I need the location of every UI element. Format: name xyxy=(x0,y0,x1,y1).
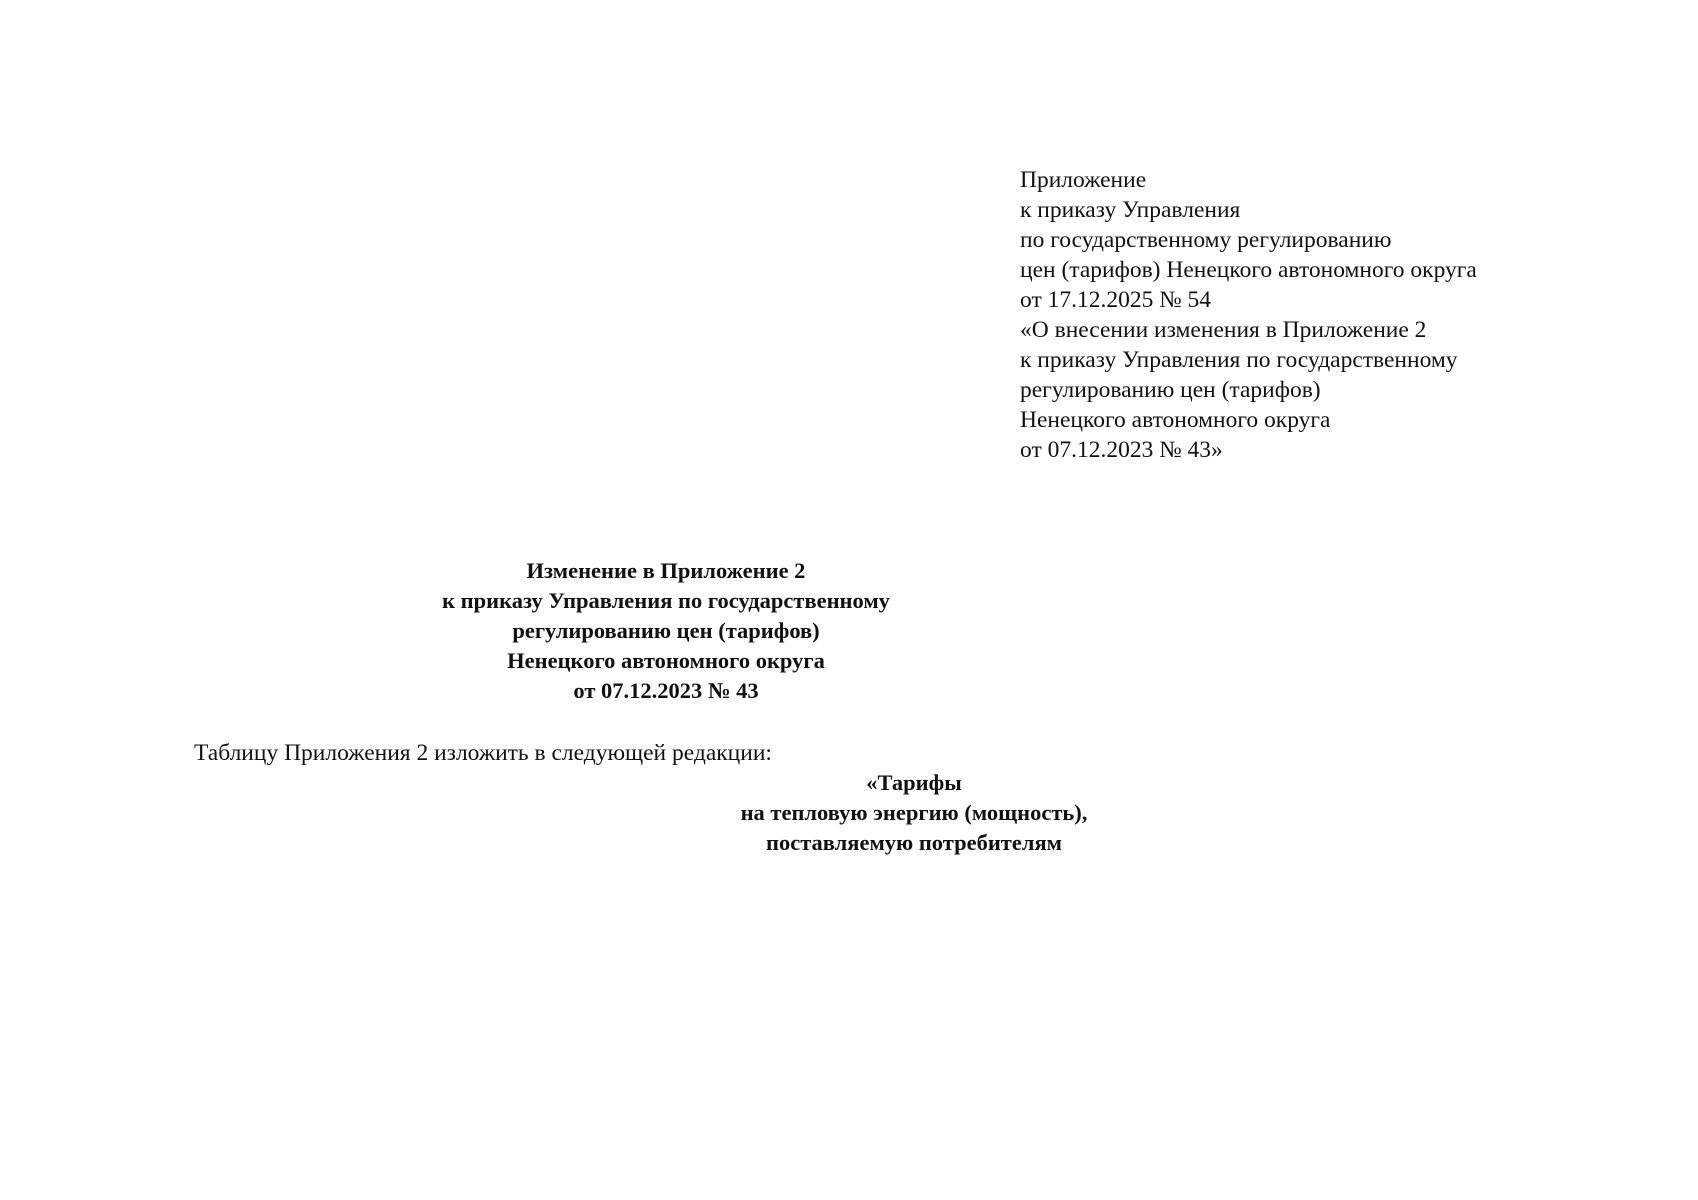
appendix-note-line: от 07.12.2023 № 43» xyxy=(1020,437,1223,463)
appendix-note-line: к приказу Управления по государственному xyxy=(1020,347,1458,373)
appendix-note xyxy=(1020,165,1477,465)
tariffs-title-line: «Тарифы xyxy=(866,770,962,795)
appendix-note-line: цен (тарифов) Ненецкого автономного округа xyxy=(1020,257,1477,283)
change-title-line: Изменение в Приложение 2 xyxy=(526,558,806,583)
appendix-note-line: от 17.12.2025 № 54 xyxy=(1020,287,1212,313)
change-title-line: регулированию цен (тарифов) xyxy=(512,618,820,643)
tariffs-title xyxy=(0,768,1698,858)
appendix-note-line: Приложение xyxy=(1020,167,1147,193)
instruction-text: Таблицу Приложения 2 изложить в следующей редакции: xyxy=(194,740,772,766)
tariffs-title-line: на тепловую энергию (мощность), xyxy=(740,800,1088,825)
appendix-note-line: «О внесении изменения в Приложение 2 xyxy=(1020,317,1427,343)
change-title-line: к приказу Управления по государственному xyxy=(442,588,890,613)
tariffs-title-line: поставляемую потребителям xyxy=(766,830,1062,855)
appendix-note-line: по государственному регулированию xyxy=(1020,227,1392,253)
change-title xyxy=(0,556,1698,706)
appendix-note-line: Ненецкого автономного округа xyxy=(1020,407,1331,433)
change-title-line: от 07.12.2023 № 43 xyxy=(573,678,759,703)
appendix-note-line: к приказу Управления xyxy=(1020,197,1241,223)
change-title-line: Ненецкого автономного округа xyxy=(507,648,825,673)
appendix-note-line: регулированию цен (тарифов) xyxy=(1020,377,1321,403)
